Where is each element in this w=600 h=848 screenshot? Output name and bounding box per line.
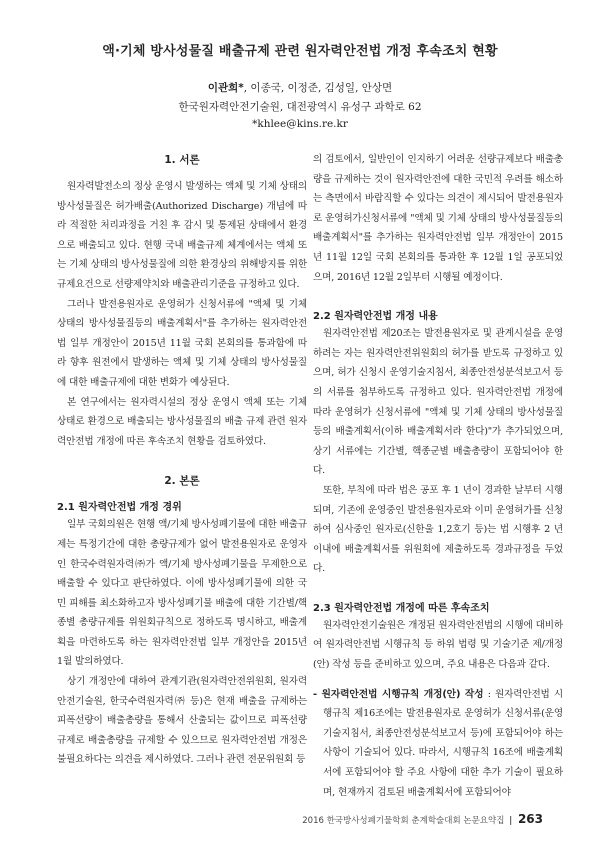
section-heading-body: 2. 본론 [164, 475, 200, 488]
footer-separator: | [509, 816, 513, 826]
paragraph: 그러나 발전용원자로 운영허가 신청서류에 "액체 및 기체 상태의 방사성물질등의 배출계획서"를 추가하는 원자력안전법 일부 개정안이 2015년 11월 국회 본회의를 통과함에 따라 향후 원전에서 발생하는 액체 및 기체 상태의 방사성물질에 대한 배출규제에 대한 변화가 예상된다. [57, 298, 307, 388]
subsection-heading-2-3: 2.3 원자력안전법 개정에 따른 후속조치 [313, 602, 490, 614]
right-column [313, 150, 563, 802]
proceedings-title: 2016 한국방사성폐기물학회 춘계학술대회 논문요약집 [302, 816, 505, 826]
paragraph: 의 검토에서, 일반인이 인지하기 어려운 선량규제보다 배출총량을 규제하는 것이 원자력안전에 대한 국민적 우려를 해소하는 측면에서 바람직할 수 있다는 의견이 제시되어 발전용원자로 운영허가신청서류에 "액체 및 기체 상태의 방사성물질등의 배출계획서"를 추가하는 원자력안전법 일부 개정안이 2015년 11월 12일 국회 본회의를 통과한 후 12월 1일 공포되었으며, 2016년 12월 2일부터 시행될 예정이다. [313, 154, 563, 283]
lead-author: 이관희* [207, 82, 244, 94]
author-email: *khlee@kins.re.kr [252, 118, 348, 130]
page-number: 263 [517, 812, 543, 826]
section-heading-intro: 1. 서론 [164, 154, 200, 166]
paper-title: 액·기체 방사성물질 배출규제 관련 원자력안전법 개정 후속조치 현황 [102, 44, 498, 59]
paragraph: 원자력안전기술원은 개정된 원자력안전법의 시행에 대비하여 원자력안전법 시행규칙 등 하위 법령 및 기술기준 제/개정(안) 작성 등을 준비하고 있으며, 주요 내용은 다음과 같다. [313, 619, 563, 671]
subsection-heading-2-1: 2.1 원자력안전법 개정 경위 [57, 502, 182, 514]
subsection-heading-2-2: 2.2 원자력안전법 개정 내용 [313, 311, 438, 323]
paragraph: 일부 국회의원은 현행 액/기체 방사성폐기물에 대한 배출규제는 특정기간에 대한 총량규제가 없어 발전용원자로 운영자인 한국수력원자력㈜가 액/기체 방사성폐기물을 무제한으로 배출할 수 있다고 판단하였다. 이에 방사성폐기물에 의한 국민 피해를 최소화하고자 방사성폐기물 배출에 대한 기간별/핵종별 총량규제를 위원회규칙으로 정하도록 명시하고, 배출계획을 마련하도록 하는 원자력안전법 일부 개정안을 2015년 1월 발의하였다. [57, 519, 307, 668]
bullet-item [313, 685, 563, 803]
bullet-label: - 원자력안전법 시행규칙 개정(안) 작성 [313, 688, 484, 700]
paragraph: 상기 개정안에 대하여 관계기관(원자력안전위원회, 원자력안전기술원, 한국수력원자력㈜ 등)은 현재 배출을 규제하는 피폭선량이 배출총량을 통해서 산출되는 값이므로 피폭선량 규제로 배출총량을 규제할 수 있으므로 원자력안전법 개정은 불필요하다는 의견을 제시하였다. 그러나 관련 전문위원회 등 [57, 676, 307, 766]
paragraph: 또한, 부칙에 따라 법은 공포 후 1 년이 경과한 날부터 시행되며, 기존에 운영중인 발전용원자로와 이미 운영허가를 신청하여 심사중인 원자로(신한울 1,2호기 등)는 법 시행후 2 년 이내에 배출계획서를 위원회에 제출하도록 경과규정을 두었다. [313, 484, 563, 575]
paragraph: 원자력안전법 제20조는 발전용원자로 및 관계시설을 운영하려는 자는 원자력안전위원회의 허가를 받도록 규정하고 있으며, 허가 신청시 운영기술지침서, 최종안전성분석보고서 등의 서류를 첨부하도록 규정하고 있다. 원자력안전법 개정에 따라 운영허가 신청서류에 "액체 및 기체 상태의 방사성물질등의 배출계획서(이하 배출계획서라 한다)"가 추가되었으며, 상기 서류에는 기간별, 핵종군별 배출총량이 포함되어야 한다. [313, 328, 563, 477]
author-line [0, 80, 600, 95]
coauthors: , 이종국, 이정준, 김성일, 안상면 [243, 82, 393, 94]
page-footer [302, 812, 543, 826]
paragraph: 원자력발전소의 정상 운영시 발생하는 액체 및 기체 상태의 방사성물질은 허가배출(Authorized Discharge) 개념에 따라 적절한 처리과정을 거친 후 감시 및 통제된 상태에서 환경으로 배출되고 있다. 현행 국내 배출규제 체계에서는 액체 또는 기체 상태의 방사성물질에 의한 환경상의 위해방지를 위한 규제요건으로 선량제약치와 배출관리기준을 규정하고 있다. [57, 181, 307, 290]
affiliation: 한국원자력안전기술원, 대전광역시 유성구 과학로 62 [178, 101, 422, 113]
left-column [57, 150, 307, 770]
bullet-text: : 원자력안전법 시행규칙 제16조에는 발전용원자로 운영허가 신청서류(운영기술지침서, 최종안전성분석보고서 등)에 포함되어야 하는 사항이 기술되어 있다. 따라서, 시행규칙 16조에 배출계획서에 포함되어야 할 주요 사항에 대한 추가 기술이 필요하며, 현재까지 검토된 배출계획서에 포함되어야 [323, 688, 563, 798]
paragraph: 본 연구에서는 원자력시설의 정상 운영시 액체 또는 기체 상태로 환경으로 배출되는 방사성물질의 배출 규제 관련 원자력안전법 개정에 따른 후속조치 현황을 검토하였다. [57, 396, 307, 447]
